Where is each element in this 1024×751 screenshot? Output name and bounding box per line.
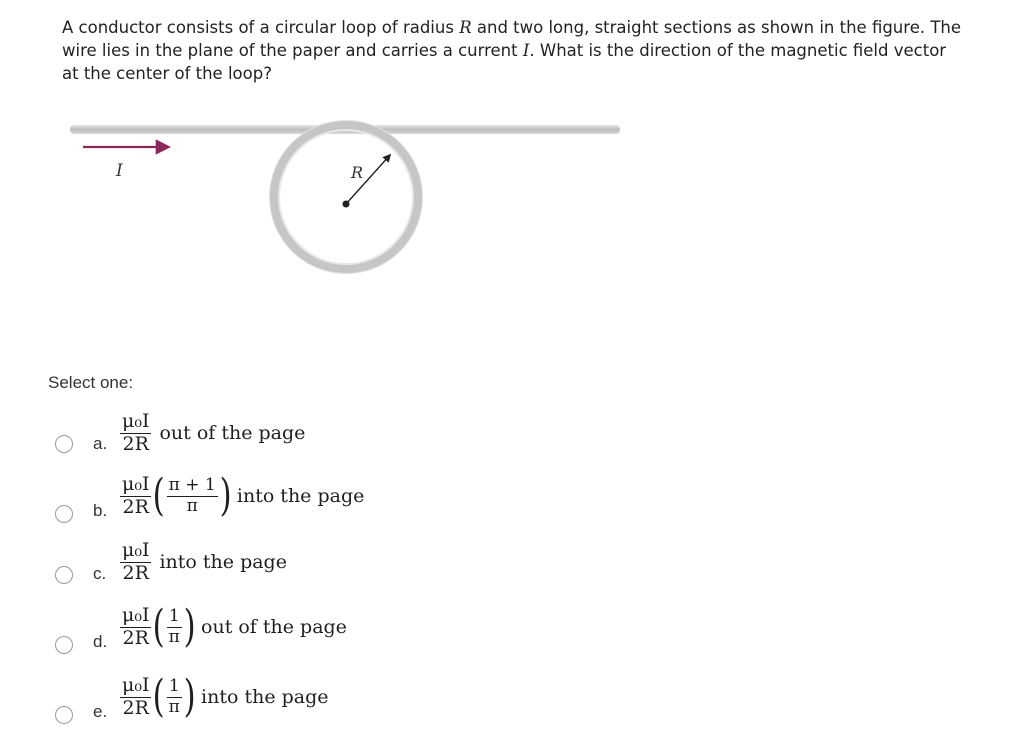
option-e-radio[interactable]	[55, 706, 73, 724]
option-e[interactable]	[0, 666, 700, 726]
option-d-denominator: 2R	[122, 626, 149, 649]
select-one-label: Select one:	[48, 373, 134, 392]
option-d-numerator: μ₀I	[122, 603, 150, 626]
option-e-left-paren: (	[153, 671, 166, 722]
current-label: I	[116, 161, 123, 181]
option-b-text: into the page	[236, 485, 365, 507]
option-b-fraction	[120, 472, 151, 518]
option-b-denominator: 2R	[122, 495, 149, 518]
option-a-fraction	[120, 409, 151, 455]
option-d-letter: d.	[93, 632, 108, 651]
option-a-radio[interactable]	[55, 435, 73, 453]
question-part-3: . What is the direction of the magnetic field vector at the center of the loop?	[62, 41, 947, 83]
option-d-inner-numerator: 1	[168, 605, 180, 626]
option-d-inner-fraction	[167, 605, 182, 647]
option-a[interactable]	[0, 405, 700, 465]
option-e-letter: e.	[93, 702, 108, 721]
option-e-inner-fraction	[167, 675, 182, 717]
option-b-numerator: μ₀I	[122, 472, 150, 495]
option-b-expression	[120, 465, 364, 527]
option-d-radio[interactable]	[55, 636, 73, 654]
option-b-left-paren: (	[153, 470, 166, 521]
option-d-fraction	[120, 603, 151, 649]
option-b-inner-denominator: π	[186, 495, 198, 516]
option-e-right-paren: )	[183, 671, 196, 722]
radius-label: R	[351, 163, 364, 182]
option-d-right-paren: )	[183, 601, 196, 652]
option-c-radio[interactable]	[55, 566, 73, 584]
option-c-numerator: μ₀I	[122, 538, 150, 561]
option-b-inner-fraction	[167, 474, 218, 516]
option-b-radio[interactable]	[55, 505, 73, 523]
option-e-inner-numerator: 1	[168, 675, 180, 696]
question-text	[62, 16, 962, 85]
option-c-fraction	[120, 538, 151, 584]
option-a-denominator: 2R	[122, 432, 149, 455]
option-d-left-paren: (	[153, 601, 166, 652]
option-e-inner-denominator: π	[168, 696, 180, 717]
option-d-text: out of the page	[201, 616, 347, 638]
option-c-letter: c.	[93, 564, 107, 583]
option-d[interactable]	[0, 596, 700, 656]
option-b-inner-numerator: π + 1	[168, 474, 216, 495]
option-b-right-paren: )	[219, 470, 232, 521]
loop-center-dot	[343, 201, 350, 208]
option-c-expression	[120, 534, 287, 590]
option-e-fraction	[120, 673, 151, 719]
option-e-numerator: μ₀I	[122, 673, 150, 696]
question-var-i: I	[522, 41, 530, 60]
question-var-r: R	[459, 18, 472, 37]
option-b[interactable]	[0, 465, 700, 525]
option-c-denominator: 2R	[122, 561, 149, 584]
question-part-2: and two long, straight sections as shown in the figure. The wire lies in the plane of the paper and carries a current	[62, 18, 962, 60]
option-c[interactable]	[0, 534, 700, 594]
option-e-text: into the page	[201, 686, 329, 708]
option-b-letter: b.	[93, 501, 108, 520]
option-e-denominator: 2R	[122, 696, 149, 719]
option-c-text: into the page	[159, 551, 287, 573]
option-a-letter: a.	[93, 434, 108, 453]
option-e-expression	[120, 666, 329, 728]
loop-figure-svg	[60, 115, 630, 345]
option-a-numerator: μ₀I	[122, 409, 150, 432]
option-d-expression	[120, 596, 347, 658]
option-a-expression	[120, 405, 305, 461]
option-a-text: out of the page	[159, 422, 306, 444]
loop-figure	[60, 115, 630, 345]
question-part-1: A conductor consists of a circular loop of radius	[62, 18, 460, 37]
option-d-inner-denominator: π	[168, 626, 180, 647]
